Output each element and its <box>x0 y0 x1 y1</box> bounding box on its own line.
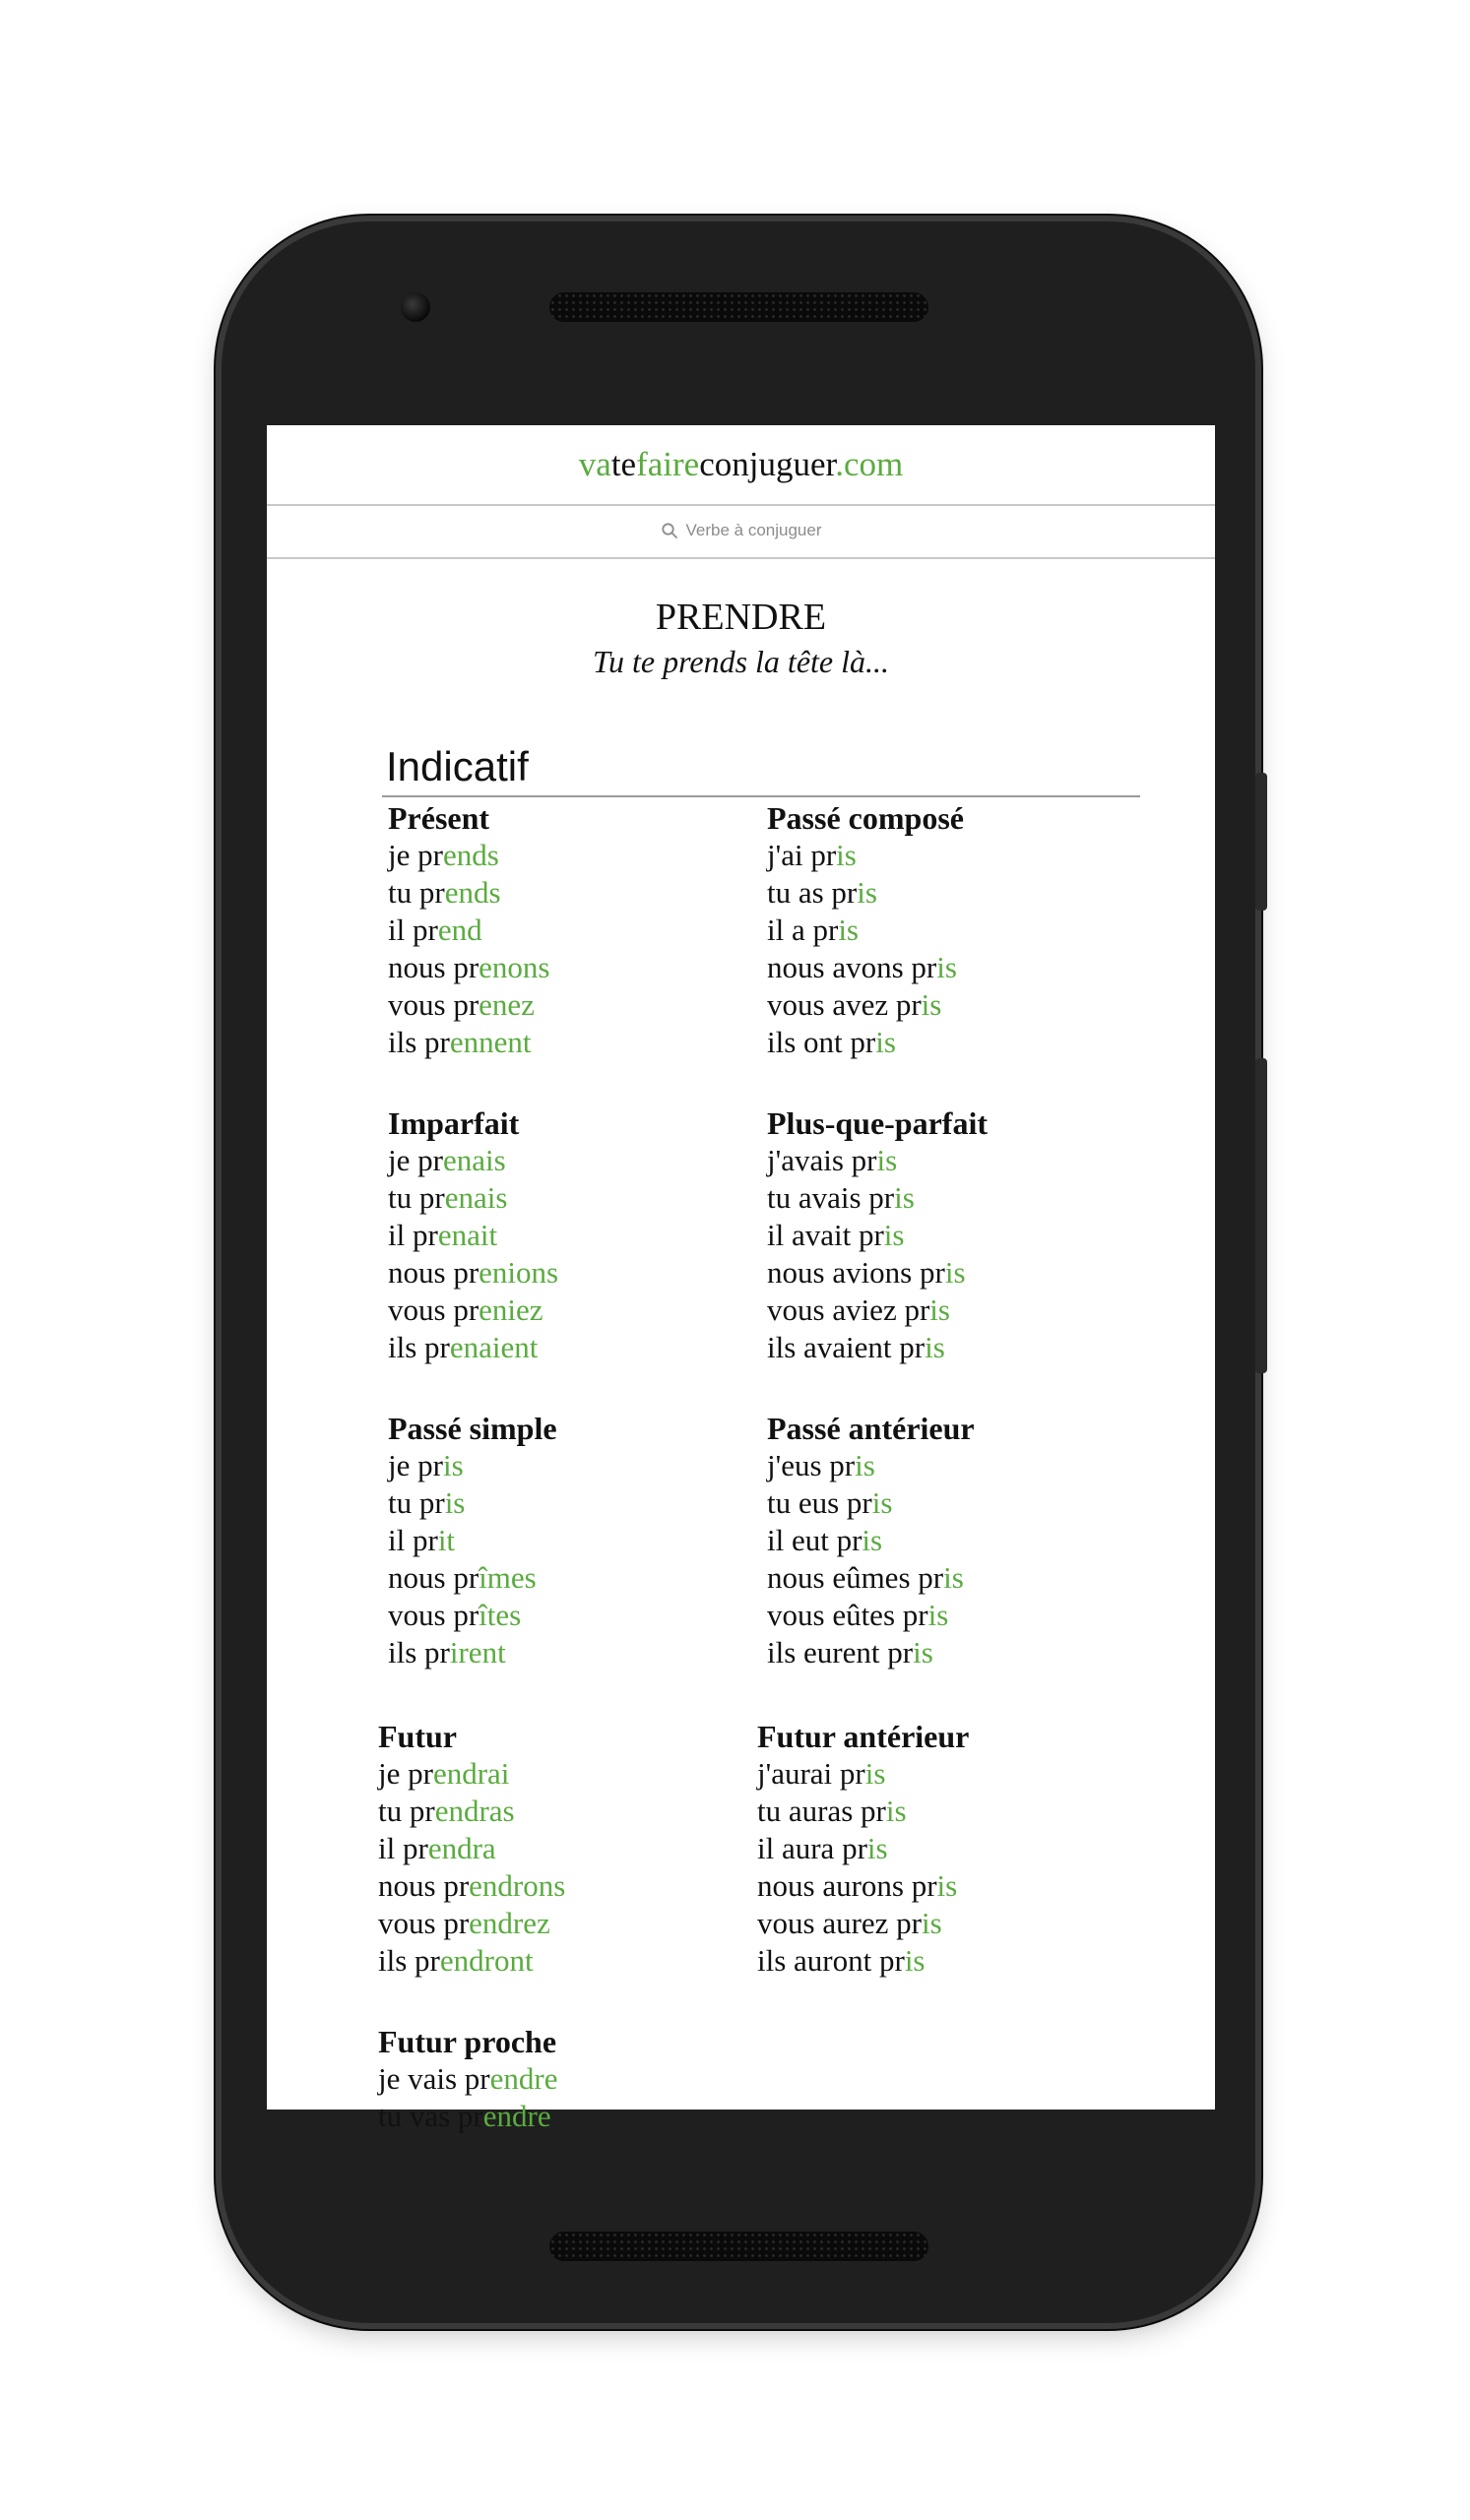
conjugation-ending: is <box>875 1025 896 1059</box>
logo-part-conjuguer: conjuguer <box>699 445 836 483</box>
conjugation-ending: is <box>442 1448 464 1482</box>
logo-part-com: .com <box>835 445 904 483</box>
conjugation-line <box>388 874 549 912</box>
tense-name: Présent <box>388 800 490 836</box>
conjugation-stem: tu as pr <box>767 875 858 910</box>
conjugation-ending: is <box>864 1756 886 1791</box>
mode-title: Indicatif <box>386 743 529 789</box>
conjugation-ending: enez <box>479 987 535 1022</box>
tense-name: Plus-que-parfait <box>767 1105 988 1141</box>
conjugation-line <box>378 1793 565 1830</box>
conjugation-line <box>767 1024 964 1061</box>
conjugation-stem: tu pr <box>388 1485 445 1520</box>
conjugation-line <box>388 1634 557 1671</box>
conjugation-line <box>767 1484 975 1522</box>
conjugation-ending: is <box>876 1143 898 1177</box>
conjugation-ending: end <box>437 913 482 947</box>
conjugation-stem: vous pr <box>378 1906 470 1940</box>
conjugation-stem: il aura pr <box>757 1831 867 1865</box>
conjugation-line <box>388 1254 558 1292</box>
conjugation-line <box>767 1329 988 1366</box>
conjugation-ending: is <box>936 950 957 984</box>
conjugation-stem: ils auront pr <box>757 1943 905 1978</box>
mode-divider <box>382 795 1140 797</box>
conjugation-ending: endrai <box>432 1756 510 1791</box>
conjugation-line <box>378 2098 557 2135</box>
conjugation-ending: ends <box>442 838 499 872</box>
conjugation-line <box>757 1867 969 1905</box>
tense-block-futur <box>378 1718 565 1980</box>
conjugation-stem: nous avions pr <box>767 1255 945 1290</box>
conjugation-line <box>767 1522 975 1559</box>
conjugation-stem: vous pr <box>388 987 479 1022</box>
conjugation-stem: j'avais pr <box>767 1143 877 1177</box>
tense-block-passe-compose <box>767 799 964 1061</box>
conjugation-stem: tu vas pr <box>378 2099 483 2133</box>
tense-name: Passé antérieur <box>767 1411 975 1446</box>
tense-block-present <box>388 799 549 1061</box>
conjugation-line <box>757 1905 969 1942</box>
conjugation-line <box>388 1447 557 1484</box>
conjugation-ending: is <box>836 838 857 872</box>
conjugation-stem: je pr <box>388 1448 443 1482</box>
conjugation-stem: tu avais pr <box>767 1180 895 1215</box>
conjugation-ending: is <box>871 1485 893 1520</box>
conjugation-stem: ils pr <box>378 1943 440 1978</box>
conjugation-line <box>378 1867 565 1905</box>
conjugation-line <box>388 1142 558 1179</box>
conjugation-stem: il pr <box>388 1523 438 1557</box>
logo-part-te: te <box>610 445 637 483</box>
site-logo[interactable] <box>267 445 1215 484</box>
conjugation-ending: is <box>838 913 859 947</box>
conjugation-line <box>388 837 549 874</box>
conjugation-ending: is <box>925 1330 945 1364</box>
conjugation-ending: is <box>855 1448 875 1482</box>
conjugation-ending: ennent <box>449 1025 532 1059</box>
conjugation-line <box>767 912 964 949</box>
conjugation-ending: is <box>866 1831 888 1865</box>
conjugation-stem: vous aviez pr <box>767 1292 930 1327</box>
bottom-speaker-grille <box>549 2232 928 2261</box>
conjugation-stem: ils pr <box>388 1025 450 1059</box>
conjugation-stem: tu pr <box>388 1180 445 1215</box>
conjugation-ending: is <box>936 1868 958 1903</box>
power-button <box>1255 773 1267 911</box>
conjugation-line <box>767 1597 975 1634</box>
conjugation-ending: is <box>922 1906 942 1940</box>
conjugation-stem: il pr <box>388 1218 438 1252</box>
conjugation-line <box>378 1755 565 1793</box>
conjugation-ending: endra <box>427 1831 496 1865</box>
conjugation-stem: il a pr <box>767 913 839 947</box>
conjugation-stem: il avait pr <box>767 1218 884 1252</box>
conjugation-ending: is <box>929 1292 950 1327</box>
conjugation-stem: ils pr <box>388 1330 450 1364</box>
conjugation-line <box>388 1522 557 1559</box>
conjugation-line <box>388 912 549 949</box>
verb-title: PRENDRE <box>655 597 827 638</box>
top-speaker-grille <box>549 292 928 322</box>
tense-name: Imparfait <box>388 1105 520 1141</box>
conjugation-line <box>388 1597 557 1634</box>
conjugation-line <box>388 986 549 1024</box>
conjugation-ending: ends <box>444 875 501 910</box>
conjugation-stem: ils avaient pr <box>767 1330 926 1364</box>
conjugation-ending: is <box>927 1598 949 1632</box>
conjugation-stem: nous eûmes pr <box>767 1560 944 1595</box>
logo-part-va: va <box>578 445 611 483</box>
conjugation-ending: it <box>437 1523 456 1557</box>
conjugation-ending: is <box>913 1635 933 1670</box>
tense-block-passe-anterieur <box>767 1410 975 1671</box>
conjugation-stem: j'aurai pr <box>757 1756 865 1791</box>
conjugation-line <box>757 1942 969 1980</box>
conjugation-line <box>757 1830 969 1867</box>
tense-name: Passé composé <box>767 800 964 836</box>
conjugation-stem: nous pr <box>388 1560 479 1595</box>
conjugation-line <box>378 1942 565 1980</box>
conjugation-stem: ils ont pr <box>767 1025 876 1059</box>
conjugation-ending: endras <box>434 1794 515 1828</box>
tense-name: Futur <box>378 1719 457 1754</box>
conjugation-line <box>767 1634 975 1671</box>
conjugation-stem: ils eurent pr <box>767 1635 914 1670</box>
conjugation-line <box>767 837 964 874</box>
conjugation-line <box>388 1024 549 1061</box>
conjugation-ending: enait <box>437 1218 498 1252</box>
conjugation-line <box>388 1292 558 1329</box>
conjugation-line <box>767 1447 975 1484</box>
conjugation-stem: nous pr <box>378 1868 470 1903</box>
conjugation-stem: il pr <box>378 1831 428 1865</box>
conjugation-line <box>388 1179 558 1217</box>
conjugation-stem: je vais pr <box>378 2061 490 2096</box>
conjugation-line <box>767 949 964 986</box>
conjugation-line <box>388 1217 558 1254</box>
front-camera <box>401 292 430 322</box>
tense-block-futur-proche <box>378 2023 557 2135</box>
conjugation-ending: endre <box>482 2099 551 2133</box>
conjugation-ending: enais <box>442 1143 506 1177</box>
phone-screen <box>267 425 1215 2133</box>
conjugation-ending: is <box>444 1485 466 1520</box>
verb-subtitle: Tu te prends la tête là... <box>592 644 889 679</box>
conjugation-ending: is <box>894 1180 915 1215</box>
conjugation-ending: endre <box>489 2061 558 2096</box>
conjugation-ending: endrons <box>469 1868 566 1903</box>
tense-block-futur-anterieur <box>757 1718 969 1980</box>
conjugation-stem: vous eûtes pr <box>767 1598 928 1632</box>
conjugation-ending: is <box>921 987 942 1022</box>
conjugation-stem: vous avez pr <box>767 987 922 1022</box>
search-placeholder: Verbe à conjuguer <box>685 521 822 539</box>
conjugation-line <box>388 1559 557 1597</box>
conjugation-ending: is <box>883 1218 905 1252</box>
conjugation-line <box>767 1254 988 1292</box>
conjugation-ending: îmes <box>479 1560 537 1595</box>
tense-block-plus-que-parfait <box>767 1104 988 1366</box>
conjugation-line <box>767 1179 988 1217</box>
conjugation-stem: j'eus pr <box>767 1448 856 1482</box>
conjugation-stem: vous pr <box>388 1292 479 1327</box>
search-icon <box>661 522 678 539</box>
conjugation-stem: nous avons pr <box>767 950 937 984</box>
conjugation-stem: je pr <box>378 1756 433 1791</box>
conjugation-stem: tu eus pr <box>767 1485 872 1520</box>
conjugation-stem: nous pr <box>388 1255 479 1290</box>
tense-block-imparfait <box>388 1104 558 1366</box>
conjugation-line <box>757 1793 969 1830</box>
conjugation-stem: il pr <box>388 913 438 947</box>
tense-name: Futur proche <box>378 2024 557 2059</box>
conjugation-ending: endront <box>439 1943 534 1978</box>
conjugation-stem: je pr <box>388 838 443 872</box>
conjugation-ending: is <box>944 1255 966 1290</box>
conjugation-stem: il eut pr <box>767 1523 863 1557</box>
conjugation-stem: je pr <box>388 1143 443 1177</box>
tense-name: Passé simple <box>388 1411 557 1446</box>
conjugation-line <box>388 1484 557 1522</box>
conjugation-ending: is <box>862 1523 883 1557</box>
conjugation-stem: tu pr <box>388 875 445 910</box>
conjugation-line <box>767 1292 988 1329</box>
conjugation-ending: irent <box>449 1635 506 1670</box>
conjugation-stem: tu auras pr <box>757 1794 886 1828</box>
conjugation-stem: nous pr <box>388 950 479 984</box>
conjugation-stem: ils pr <box>388 1635 450 1670</box>
conjugation-stem: j'ai pr <box>767 838 837 872</box>
conjugation-line <box>767 874 964 912</box>
conjugation-ending: enions <box>479 1255 559 1290</box>
conjugation-ending: enaient <box>449 1330 539 1364</box>
conjugation-ending: enais <box>444 1180 508 1215</box>
conjugation-line <box>767 1559 975 1597</box>
conjugation-line <box>767 986 964 1024</box>
conjugation-ending: enons <box>479 950 550 984</box>
conjugation-ending: eniez <box>479 1292 543 1327</box>
tense-block-passe-simple <box>388 1410 557 1671</box>
conjugation-stem: vous aurez pr <box>757 1906 922 1940</box>
tense-name: Futur antérieur <box>757 1719 970 1754</box>
conjugation-line <box>767 1142 988 1179</box>
conjugation-stem: vous pr <box>388 1598 479 1632</box>
conjugation-ending: is <box>885 1794 907 1828</box>
search-divider <box>267 557 1215 559</box>
conjugation-ending: endrez <box>469 1906 550 1940</box>
logo-part-faire: faire <box>636 445 700 483</box>
conjugation-ending: îtes <box>479 1598 522 1632</box>
conjugation-ending: is <box>943 1560 964 1595</box>
conjugation-ending: is <box>857 875 877 910</box>
conjugation-stem: nous aurons pr <box>757 1868 937 1903</box>
conjugation-ending: is <box>904 1943 926 1978</box>
conjugation-stem: tu pr <box>378 1794 435 1828</box>
search-bar[interactable] <box>267 506 1215 555</box>
conjugation-line <box>378 1905 565 1942</box>
volume-button <box>1255 1058 1267 1373</box>
conjugation-line <box>767 1217 988 1254</box>
conjugation-line <box>378 1830 565 1867</box>
conjugation-line <box>388 949 549 986</box>
conjugation-line <box>378 2060 557 2098</box>
conjugation-line <box>757 1755 969 1793</box>
conjugation-line <box>388 1329 558 1366</box>
